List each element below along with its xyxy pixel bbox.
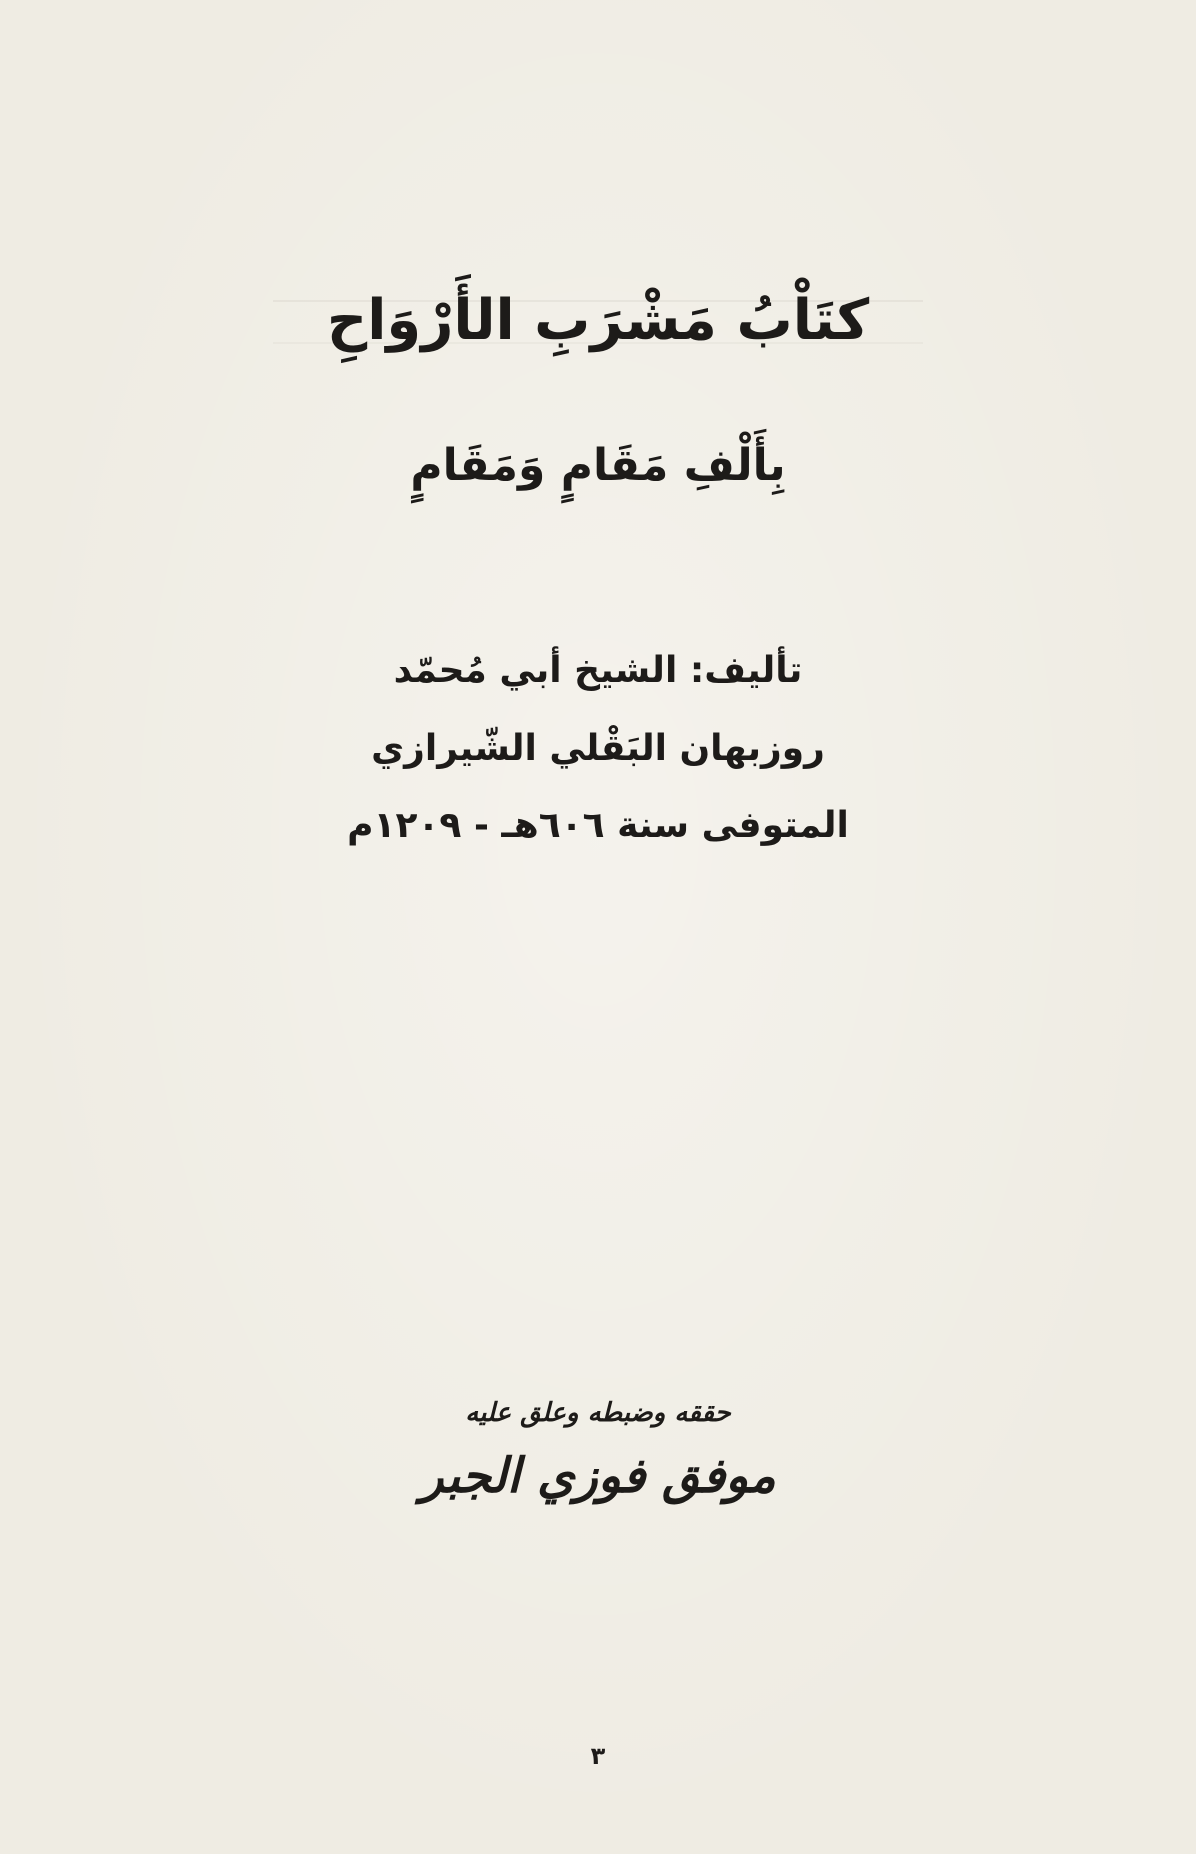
book-subtitle: بِأَلْفِ مَقَامٍ وَمَقَامٍ — [410, 440, 786, 491]
page-number: ٣ — [590, 1742, 606, 1770]
author-line-3: المتوفى سنة ٦٠٦هـ - ١٢٠٩م — [347, 805, 849, 846]
author-line-2: روزبهان البَقْلي الشّيرازي — [371, 728, 825, 769]
author-line-1: تأليف: الشيخ أبي مُحمّد — [393, 650, 803, 691]
book-title: كتَاْبُ مَشْرَبِ الأَرْوَاحِ — [326, 288, 870, 353]
editor-note: حققه وضبطه وعلق عليه — [465, 1398, 731, 1428]
editor-name: موفق فوزي الجبر — [420, 1448, 776, 1504]
